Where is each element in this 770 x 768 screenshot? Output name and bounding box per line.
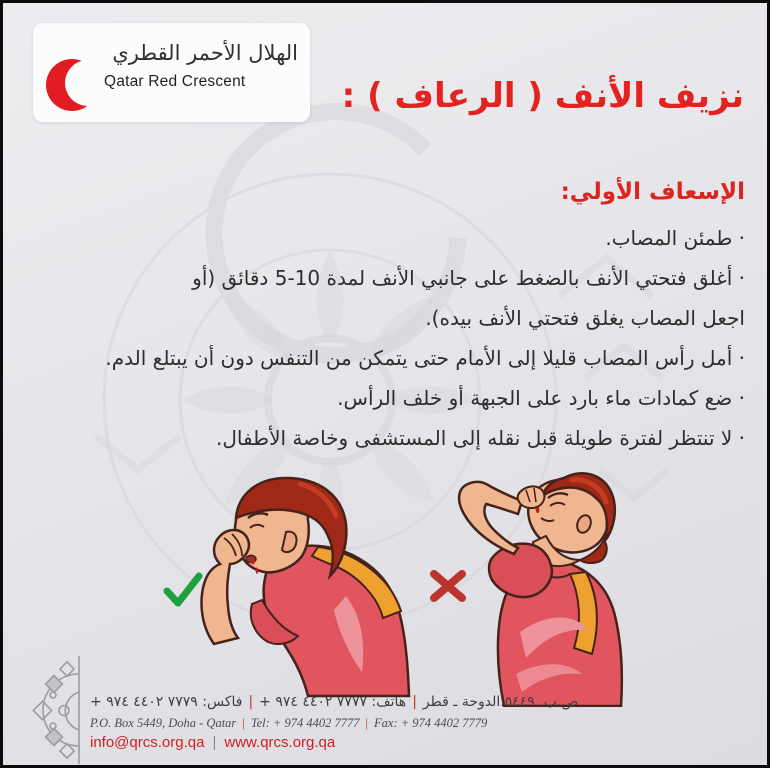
- red-crescent-icon: [46, 55, 102, 115]
- cross-icon: [428, 566, 468, 606]
- phone-english: Tel: + 974 4402 7777: [250, 716, 360, 730]
- logo-card: [33, 23, 310, 122]
- fax-english: Fax: + 974 4402 7779: [374, 716, 488, 730]
- footer-ornament: [2, 652, 84, 768]
- page-title: نزيف الأنف ( الرعاف ) :: [341, 76, 744, 116]
- footer-contact-arabic: [90, 694, 578, 710]
- step-line: · لا تنتظر لفترة طويلة قبل نقله إلى المستشفى وخاصة الأطفال.: [216, 426, 745, 450]
- check-icon: [163, 572, 203, 608]
- email-text: info@qrcs.org.qa: [90, 734, 205, 751]
- address-arabic: ص.ب. ٥٤٤٩،الدوحة ـ قطر: [422, 694, 579, 710]
- footer-contact-english: [90, 716, 487, 731]
- separator: |: [248, 694, 254, 710]
- logo-name-english: Qatar Red Crescent: [104, 73, 246, 90]
- address-english: P.O. Box 5449, Doha - Qatar: [90, 716, 237, 730]
- footer-links: [90, 734, 335, 751]
- separator: |: [365, 716, 369, 730]
- first-aid-steps: [20, 218, 745, 458]
- step-line: · طمئن المصاب.: [605, 226, 745, 250]
- step-line: · ضع كمادات ماء بارد على الجبهة أو خلف الرأس.: [337, 386, 745, 410]
- separator: |: [412, 694, 417, 710]
- step-line: اجعل المصاب يغلق فتحتي الأنف بيده).: [425, 306, 745, 330]
- step-line: · أمل رأس المصاب قليلا إلى الأمام حتى يتمكن من التنفس دون أن يبتلع الدم.: [105, 346, 745, 370]
- logo-name-arabic: الهلال الأحمر القطري: [112, 41, 298, 65]
- section-heading: الإسعاف الأولي:: [560, 179, 745, 205]
- fax-arabic: فاكس: ٧٧٧٩ ٤٤٠٢ ٩٧٤ +: [90, 694, 243, 710]
- website-text: www.qrcs.org.qa: [224, 734, 336, 751]
- separator: |: [212, 734, 217, 751]
- separator: |: [242, 716, 245, 730]
- step-line: · أغلق فتحتي الأنف بالضغط على جانبي الأنف لمدة 10-5 دقائق (أو: [192, 266, 745, 290]
- phone-arabic: هاتف: ٧٧٧٧ ٤٤٠٢ ٩٧٤ +: [259, 694, 407, 710]
